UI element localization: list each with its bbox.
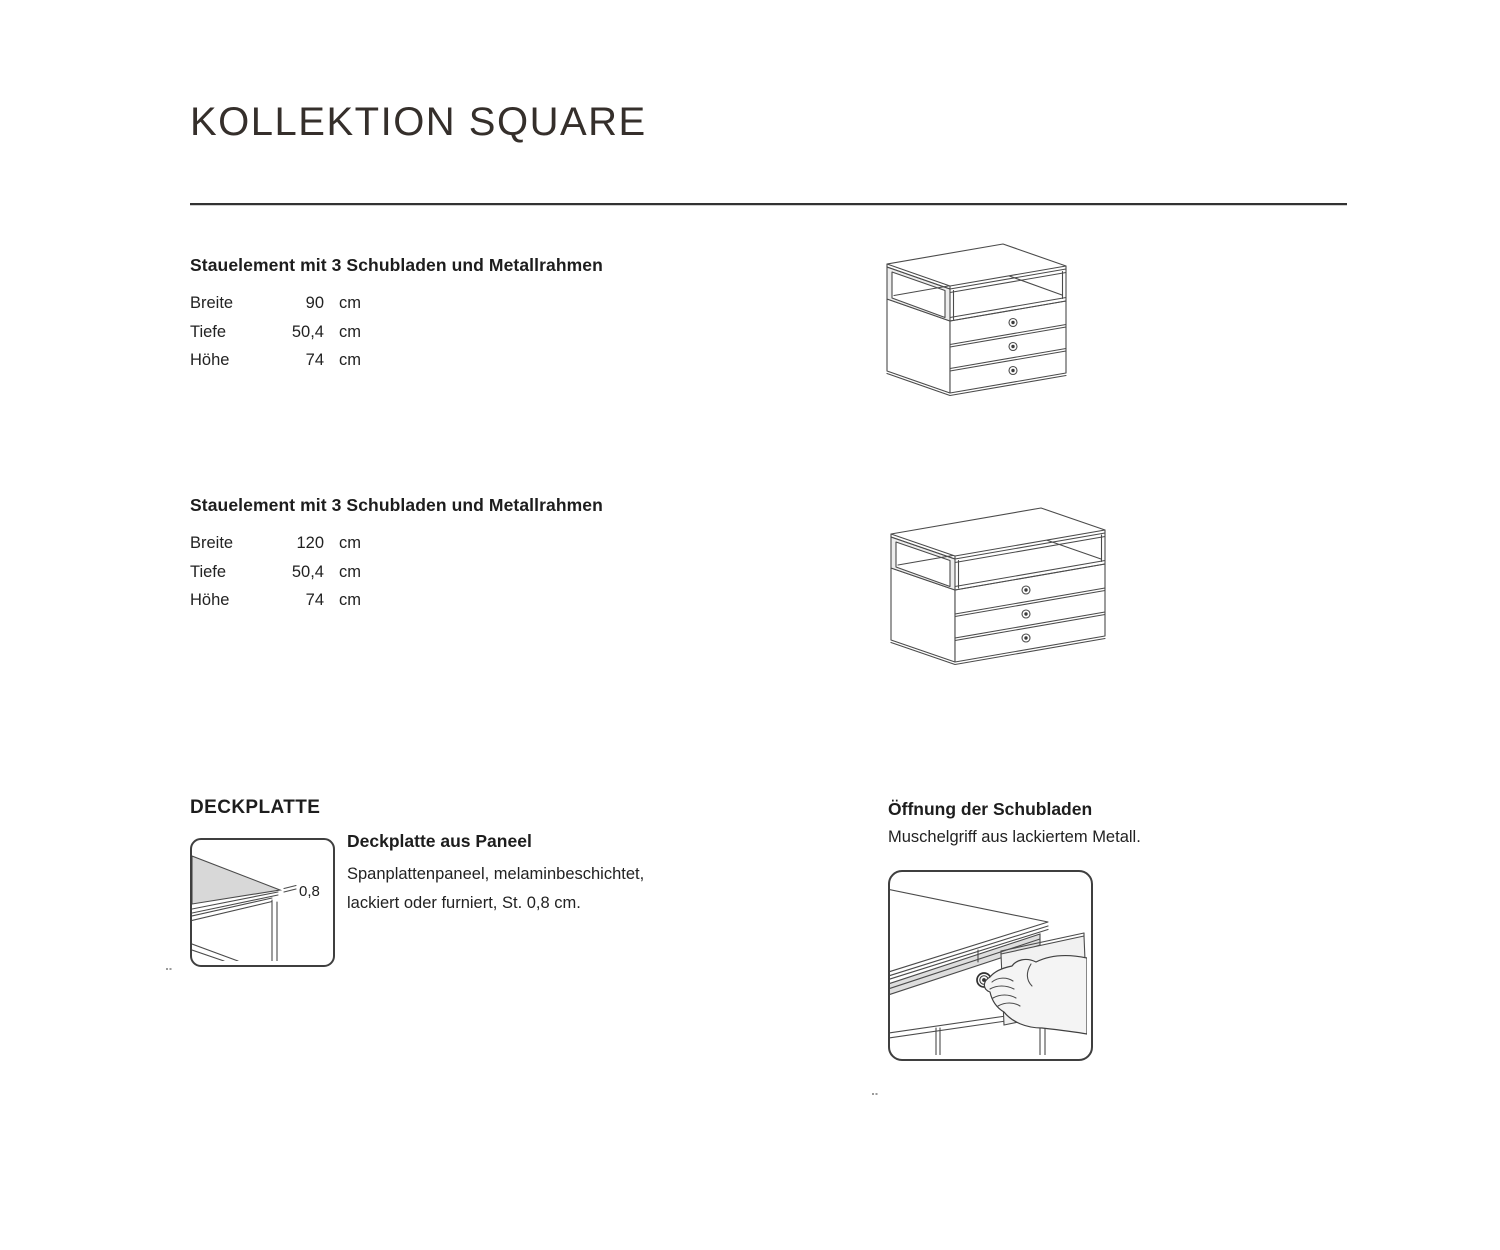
spec-value: 74 [305,591,324,610]
spec-row-hoehe [190,347,361,376]
spec-unit: cm [339,351,361,370]
deckplatte-diagram [190,838,335,967]
drawer-opening-description: Muschelgriff aus lackiertem Metall. [888,828,1141,846]
spec-label: Tiefe [190,322,227,341]
spec-row-hoehe [190,587,361,616]
stray-mark [166,968,172,970]
title-divider [190,203,1347,206]
thickness-dimension-label: 0,8 [299,883,320,900]
thickness-dimension [284,883,320,900]
spec-label: Breite [190,293,234,312]
drawer-opening-diagram [888,870,1093,1061]
unit-120cm-drawing [888,505,1116,671]
spec-value: 90 [305,293,324,312]
deckplatte-description [347,860,644,918]
deckplatte-heading: DECKPLATTE [190,797,321,818]
spec-row-breite [190,529,361,558]
deckplatte-subheading: Deckplatte aus Paneel [347,831,532,851]
section-2-heading: Stauelement mit 3 Schubladen und Metallrahmen [190,495,603,515]
stray-mark [872,1093,878,1095]
spec-row-tiefe [190,558,361,587]
spec-unit: cm [339,322,361,341]
spec-label: Breite [190,533,234,552]
spec-label: Tiefe [190,562,227,581]
section-1-spec-table [190,289,361,375]
spec-unit: cm [339,533,361,552]
deckplatte-description-line1: Spanplattenpaneel, melaminbeschichtet, [347,865,645,883]
section-2-spec-table [190,529,361,615]
spec-unit: cm [339,591,361,610]
spec-value: 50,4 [291,322,324,341]
spec-unit: cm [339,293,361,312]
page-title: KOLLEKTION SQUARE [190,100,647,144]
spec-value: 120 [296,533,324,552]
spec-label: Höhe [190,351,230,370]
spec-row-tiefe [190,318,361,347]
spec-row-breite [190,289,361,318]
drawer-opening-heading: Öffnung der Schubladen [888,799,1093,819]
deckplatte-description-line2: lackiert oder furniert, St. 0,8 cm. [347,894,581,912]
unit-90cm-drawing [884,241,1080,399]
spec-value: 50,4 [291,562,324,581]
spec-value: 74 [305,351,324,370]
spec-label: Höhe [190,591,230,610]
section-1-heading: Stauelement mit 3 Schubladen und Metallrahmen [190,255,603,275]
spec-unit: cm [339,562,361,581]
